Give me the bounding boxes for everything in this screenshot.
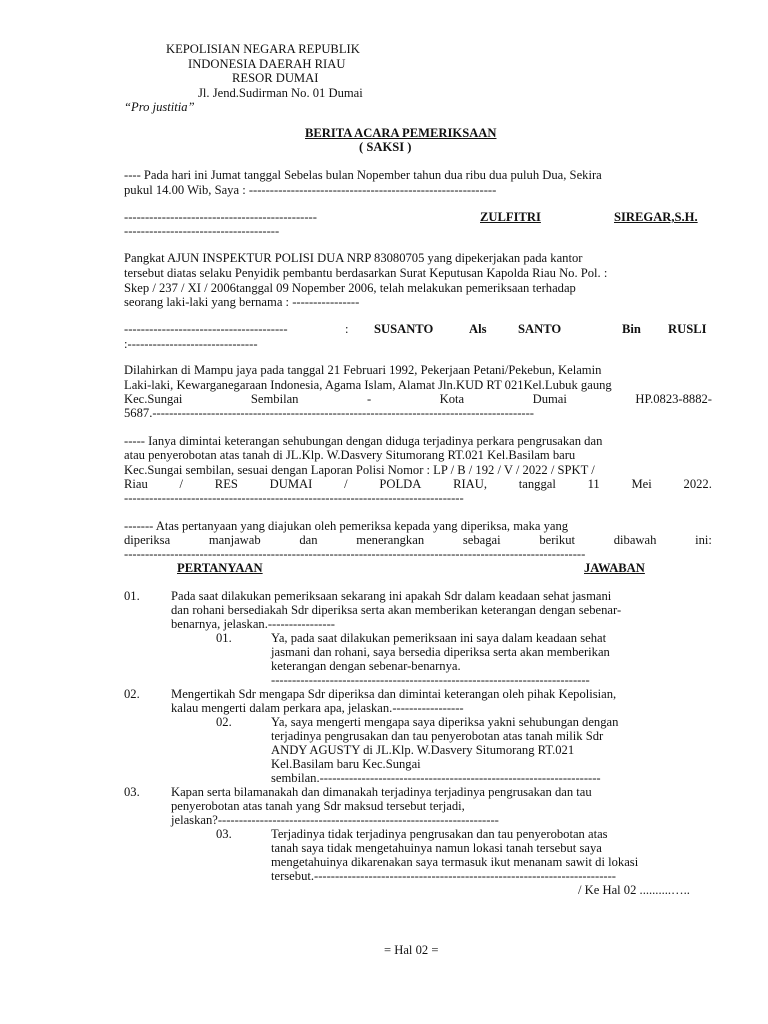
question-line: Kapan serta bilamanakah dan dimanakah terjadinya terjadinya pengrusakan dan tau	[171, 785, 592, 799]
answer-line: ANDY AGUSTY di JL.Klp. W.Dasvery Situmorang RT.021	[271, 743, 575, 757]
ianya-line-5: ---------------------------------------------------------------------------------	[124, 491, 464, 505]
header-line-4: Jl. Jend.Sudirman No. 01 Dumai	[198, 86, 363, 100]
witness-name-4: Bin	[622, 322, 641, 336]
page-continuation: / Ke Hal 02 ..........…..	[578, 883, 690, 897]
question-line: Mengertikah Sdr mengapa Sdr diperiksa dan dimintai keterangan oleh pihak Kepolisian,	[171, 687, 617, 701]
answer-number: 02.	[216, 715, 232, 729]
lahir-word: Kota	[439, 392, 465, 406]
witness-name-1: SUSANTO	[374, 322, 434, 336]
answer-line: Terjadinya tidak terjadinya pengrusakan dan tau penyerobotan atas	[271, 827, 608, 841]
answer-line: Ya, pada saat dilakukan pemeriksaan ini saya dalam keadaan sehat	[271, 631, 607, 645]
question-number: 02.	[124, 687, 140, 701]
pangkat-line-1: Pangkat AJUN INSPEKTUR POLISI DUA NRP 83080705 yang dipekerjakan pada kantor	[124, 251, 583, 265]
answer-line: keterangan dengan sebenar-benarnya.	[271, 659, 461, 673]
lahir-line-1: Dilahirkan di Mampu jaya pada tanggal 21 Februari 1992, Pekerjaan Petani/Pekebun, Kelamin	[124, 363, 602, 377]
answer-line: mengetahuinya dikarenakan saya termasuk ikut menanam sawit di lokasi	[271, 855, 639, 869]
question-number: 01.	[124, 589, 140, 603]
atas-word: manjawab	[208, 533, 261, 547]
examiner-name-first: ZULFITRI	[480, 210, 541, 224]
column-header-pertanyaan: PERTANYAAN	[177, 561, 263, 575]
answer-line: tanah saya tidak mengetahuinya namun lokasi tanah tersebut saya	[271, 841, 602, 855]
intro-line-4: -------------------------------------	[124, 224, 280, 238]
lahir-line-4: 5687.-------------------------------------------------------------------------------------------	[124, 406, 534, 420]
atas-word: berikut	[539, 533, 576, 547]
atas-line-1: ------- Atas pertanyaan yang diajukan oleh pemeriksa kepada yang diperiksa, maka yang	[124, 519, 569, 533]
intro-line-1: ---- Pada hari ini Jumat tanggal Sebelas bulan Nopember tahun dua ribu dua puluh Dua, Sekira	[124, 168, 602, 182]
atas-word: diperiksa	[124, 533, 171, 547]
document-subtitle: ( SAKSI )	[359, 140, 412, 154]
pangkat-line-2: tersebut diatas selaku Penyidik pembantu berdasarkan Surat Keputusan Kapolda Riau No. Pol. :	[124, 266, 608, 280]
ianya-word: tanggal	[518, 477, 556, 491]
lahir-line-2: Laki-laki, Kewarganegaraan Indonesia, Agama Islam, Alamat Jln.KUD RT 021Kel.Lubuk gaung	[124, 378, 612, 392]
saksi-colon: :	[345, 322, 349, 336]
witness-name-3: SANTO	[518, 322, 562, 336]
ianya-line-2: atau penyerobotan atas tanah di JL.Klp. W.Dasvery Situmorang RT.021 Kel.Basilam baru	[124, 448, 576, 462]
ianya-word: /	[344, 477, 348, 491]
answer-line: ----------------------------------------------------------------------------	[271, 673, 590, 687]
saksi-dashes: ---------------------------------------	[124, 322, 288, 336]
witness-name-5: RUSLI	[668, 322, 707, 336]
intro-dashes: ----------------------------------------------	[124, 210, 317, 224]
pro-justitia: “Pro justitia”	[124, 100, 195, 114]
ianya-word: RES	[214, 477, 238, 491]
ianya-word: Riau	[124, 477, 148, 491]
lahir-word: Sembilan	[250, 392, 299, 406]
atas-word: sebagai	[462, 533, 501, 547]
saksi-line-2: :-------------------------------	[124, 337, 258, 351]
lahir-word: Dumai	[532, 392, 567, 406]
answer-line: terjadinya pengrusakan dan tau penyerobotan atas tanah milik Sdr	[271, 729, 604, 743]
question-line: kalau mengerti dalam perkara apa, jelaskan.-----------------	[171, 701, 464, 715]
question-line: dan rohani bersediakah Sdr diperiksa serta akan memberikan keterangan dengan sebenar-	[171, 603, 622, 617]
ianya-word: 11	[587, 477, 600, 491]
ianya-line-1: ----- Ianya dimintai keterangan sehubungan dengan diduga terjadinya perkara pengrusakan dan	[124, 434, 603, 448]
ianya-line-4	[124, 477, 712, 492]
ianya-word: RIAU,	[453, 477, 488, 491]
lahir-word: Kec.Sungai	[124, 392, 183, 406]
question-line: benarnya, jelaskan.----------------	[171, 617, 335, 631]
ianya-word: Mei	[631, 477, 652, 491]
question-line: penyerobotan atas tanah yang Sdr maksud tersebut terjadi,	[171, 799, 465, 813]
question-line: Pada saat dilakukan pemeriksaan sekarang ini apakah Sdr dalam keadaan sehat jasmani	[171, 589, 612, 603]
header-line-1: KEPOLISIAN NEGARA REPUBLIK	[166, 42, 360, 56]
answer-line: sembilan.-------------------------------------------------------------------	[271, 771, 601, 785]
column-header-jawaban: JAWABAN	[584, 561, 645, 575]
ianya-word: 2022.	[683, 477, 712, 491]
atas-word: ini:	[695, 533, 712, 547]
ianya-word: POLDA	[379, 477, 422, 491]
page-footer: = Hal 02 =	[384, 943, 439, 957]
atas-line-3: --------------------------------------------------------------------------------------------------------------	[124, 547, 586, 561]
atas-word: dan	[299, 533, 318, 547]
pangkat-line-3: Skep / 237 / XI / 2006tanggal 09 Nopember 2006, telah melakukan pemeriksaan terhadap	[124, 281, 576, 295]
ianya-line-3: Kec.Sungai sembilan, sesuai dengan Laporan Polisi Nomor : LP / B / 192 / V / 2022 / SPKT /	[124, 463, 595, 477]
atas-word: dibawah	[613, 533, 657, 547]
answer-number: 03.	[216, 827, 232, 841]
question-line: jelaskan?-------------------------------------------------------------------	[171, 813, 499, 827]
lahir-word: HP.0823-8882-	[635, 392, 712, 406]
ianya-word: DUMAI	[269, 477, 313, 491]
header-line-3: RESOR DUMAI	[232, 71, 319, 85]
ianya-word: /	[179, 477, 184, 491]
document-title: BERITA ACARA PEMERIKSAAN	[305, 126, 497, 140]
lahir-word: -	[366, 392, 372, 406]
atas-word: menerangkan	[356, 533, 425, 547]
answer-line: Ya, saya mengerti mengapa saya diperiksa yakni sehubungan dengan	[271, 715, 619, 729]
answer-line: Kel.Basilam baru Kec.Sungai	[271, 757, 421, 771]
lahir-line-3	[124, 392, 712, 407]
question-number: 03.	[124, 785, 140, 799]
pangkat-line-4: seorang laki-laki yang bernama : ----------------	[124, 295, 360, 309]
answer-line: tersebut.------------------------------------------------------------------------	[271, 869, 616, 883]
witness-name-2: Als	[469, 322, 487, 336]
answer-number: 01.	[216, 631, 232, 645]
intro-line-2: pukul 14.00 Wib, Saya : -----------------------------------------------------------	[124, 183, 497, 197]
header-line-2: INDONESIA DAERAH RIAU	[188, 57, 346, 71]
examiner-name-last: SIREGAR,S.H.	[614, 210, 698, 224]
answer-line: jasmani dan rohani, saya bersedia diperiksa serta akan memberikan	[271, 645, 610, 659]
atas-line-2	[124, 533, 712, 548]
